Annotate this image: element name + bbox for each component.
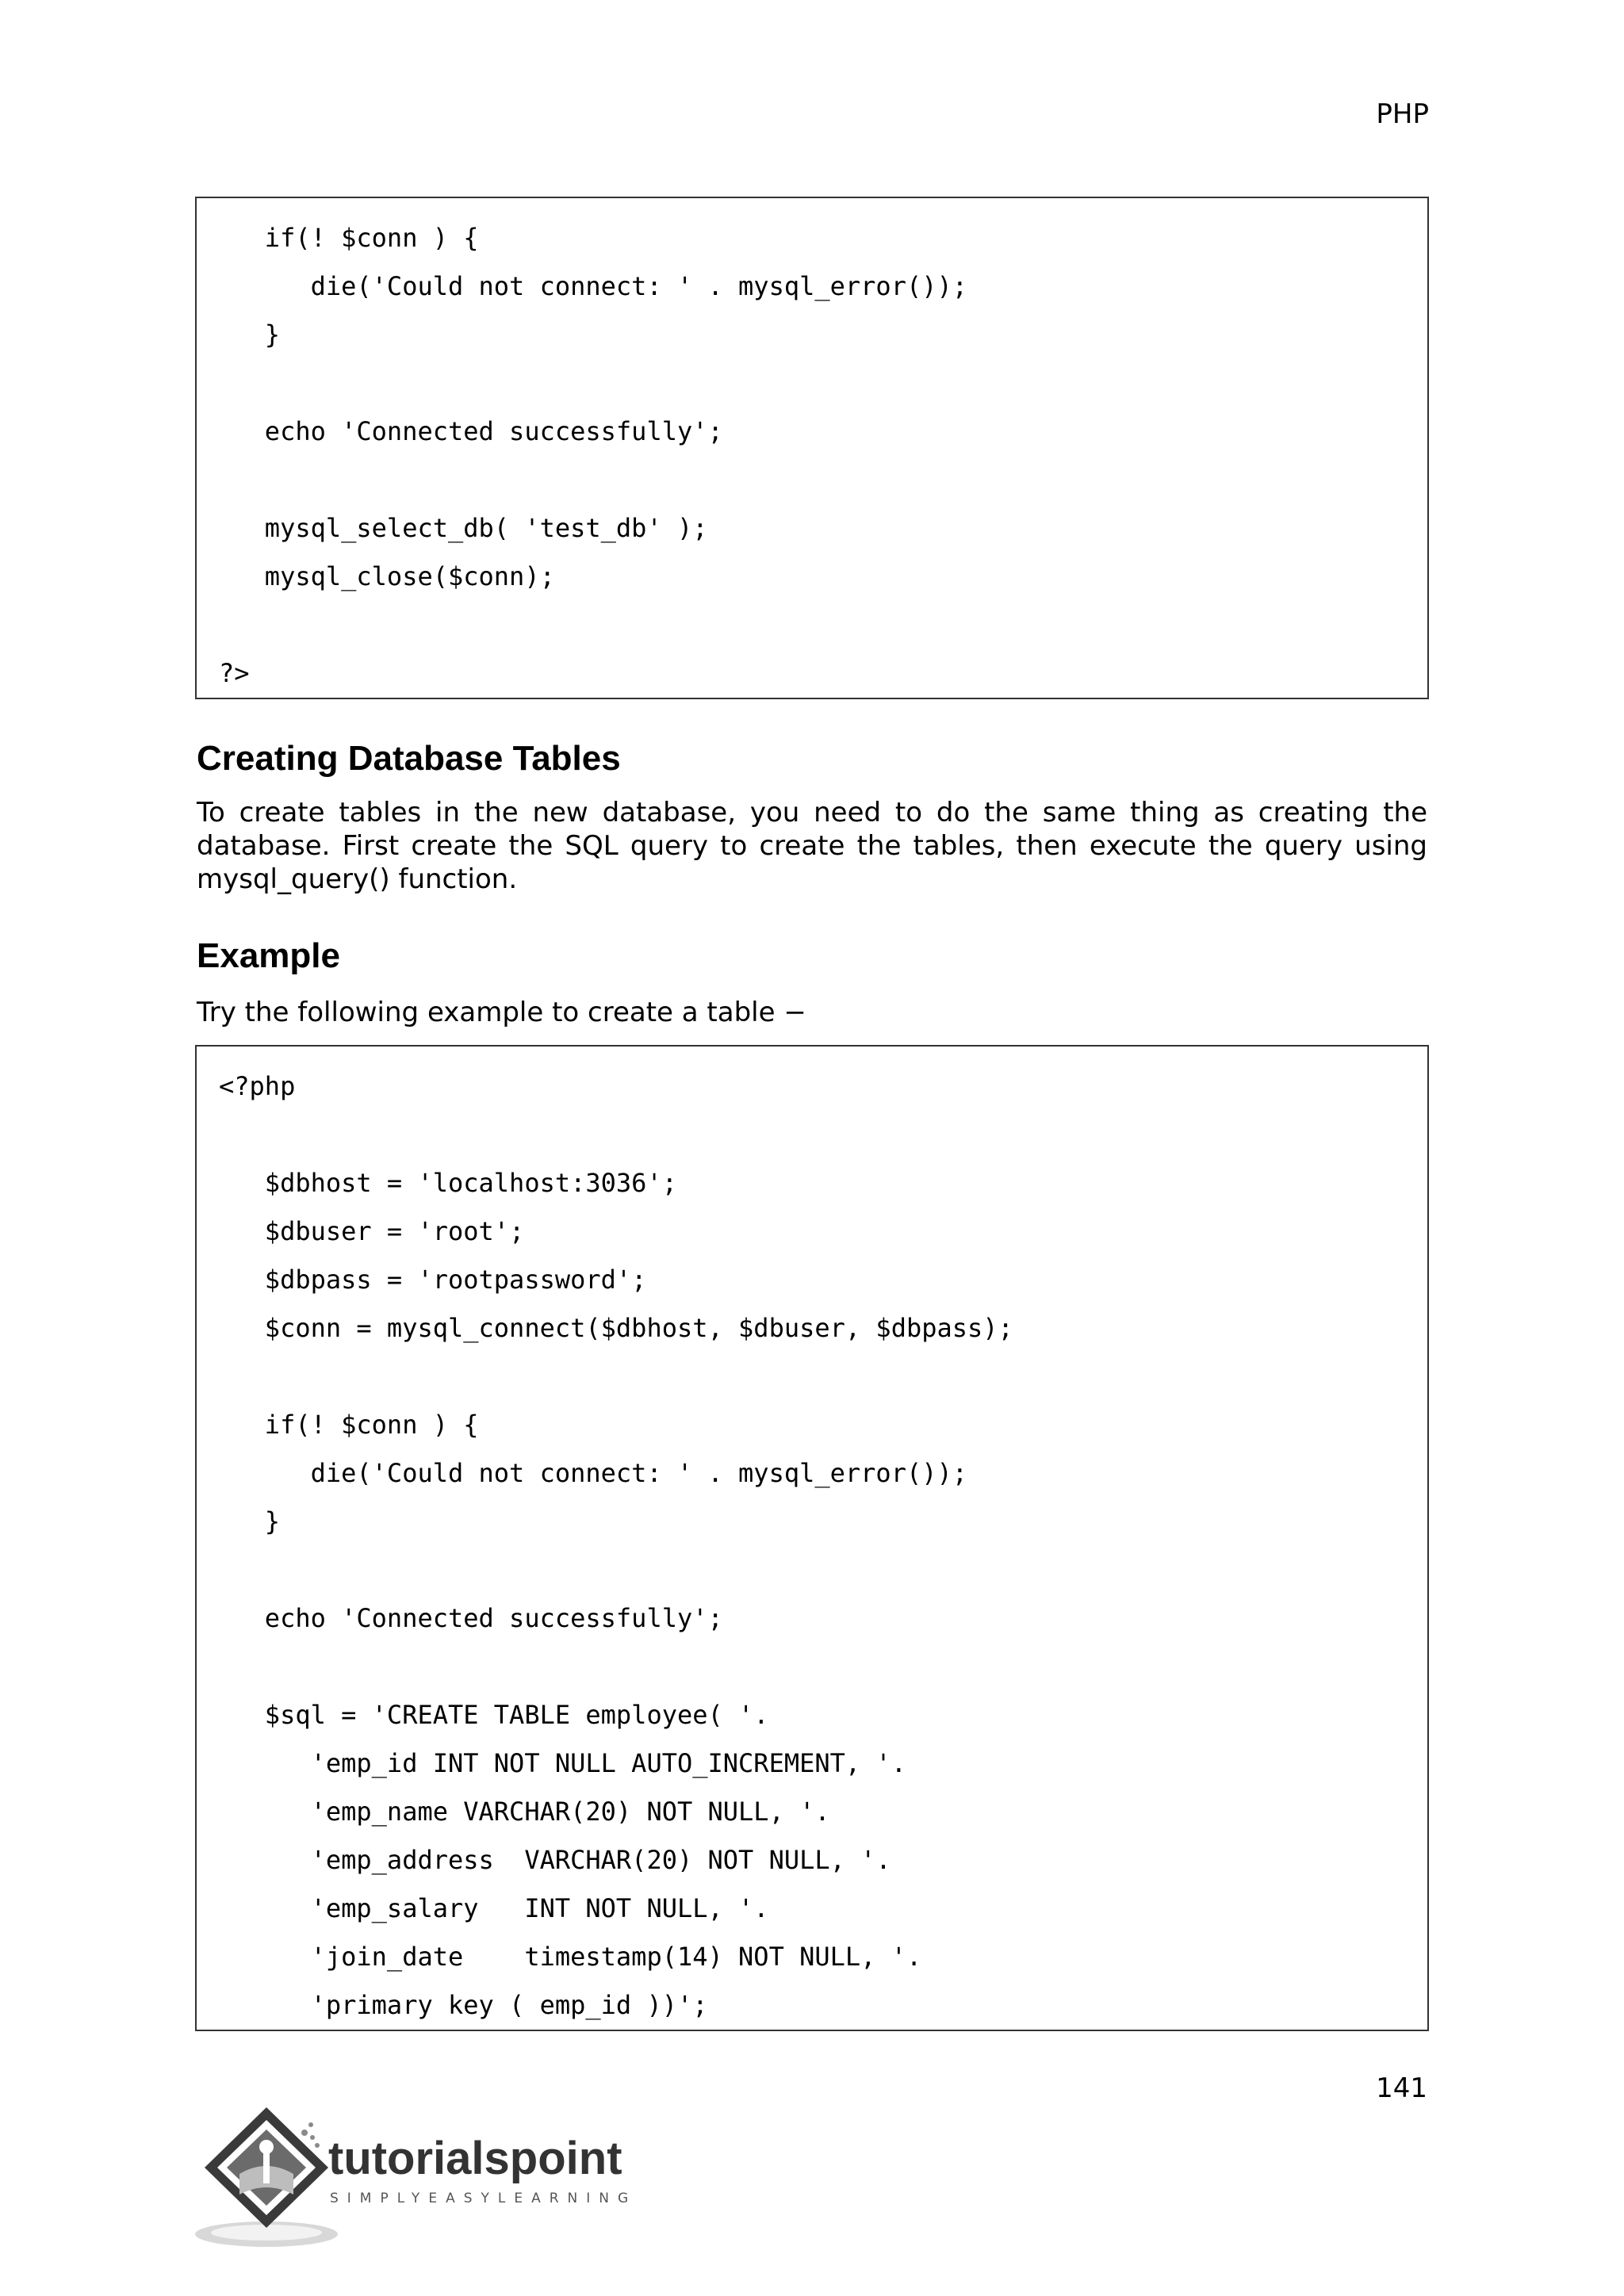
code-line: [197, 1546, 1427, 1594]
code-line: echo 'Connected successfully';: [219, 1603, 723, 1633]
code-block-2: [195, 1045, 1429, 2031]
example-heading: Example: [197, 936, 340, 975]
code-line: ?>: [219, 658, 250, 688]
code-line: 'emp_salary INT NOT NULL, '.: [219, 1893, 769, 1923]
code-line: mysql_select_db( 'test_db' );: [219, 513, 708, 543]
code-line: [197, 359, 1427, 408]
code-line: $dbuser = 'root';: [219, 1216, 525, 1246]
code-line: die('Could not connect: ' . mysql_error());: [219, 271, 968, 301]
code-line: $dbpass = 'rootpassword';: [219, 1265, 647, 1295]
tutorialspoint-logo-icon: [193, 2101, 669, 2252]
code-line: echo 'Connected successfully';: [219, 416, 723, 446]
code-line: <?php: [219, 1071, 296, 1101]
logo-tagline: SIMPLYEASYLEARNING: [330, 2191, 638, 2206]
code-line: }: [219, 320, 281, 350]
code-line: if(! $conn ) {: [219, 1410, 479, 1440]
running-header: PHP: [1376, 98, 1429, 130]
code-line: 'emp_address VARCHAR(20) NOT NULL, '.: [219, 1845, 891, 1875]
code-line: 'join_date timestamp(14) NOT NULL, '.: [219, 1942, 922, 1972]
code-line: [197, 1353, 1427, 1401]
tutorialspoint-logo: [193, 2101, 669, 2252]
code-line: $dbhost = 'localhost:3036';: [219, 1168, 677, 1198]
example-intro: Try the following example to create a table −: [197, 997, 806, 1028]
page-number: 141: [1376, 2072, 1427, 2104]
code-line: die('Could not connect: ' . mysql_error());: [219, 1458, 968, 1488]
code-block-1: [195, 197, 1429, 699]
code-line: [197, 1643, 1427, 1691]
code-line: }: [219, 1506, 281, 1536]
code-line: 'emp_name VARCHAR(20) NOT NULL, '.: [219, 1797, 830, 1827]
code-line: mysql_close($conn);: [219, 561, 555, 591]
code-line: [197, 456, 1427, 504]
code-line: if(! $conn ) {: [219, 223, 479, 253]
code-line: $conn = mysql_connect($dbhost, $dbuser, $dbpass);: [219, 1313, 1013, 1343]
code-line: [197, 601, 1427, 649]
logo-wordmark: tutorialspoint: [328, 2133, 622, 2184]
code-line: $sql = 'CREATE TABLE employee( '.: [219, 1700, 769, 1730]
code-line: [197, 1111, 1427, 1159]
code-line: 'emp_id INT NOT NULL AUTO_INCREMENT, '.: [219, 1748, 906, 1778]
code-line: 'primary key ( emp_id ))';: [219, 1990, 708, 2020]
section-heading: Creating Database Tables: [197, 739, 621, 778]
section-paragraph: To create tables in the new database, you need to do the same thing as creating the database. First create the SQL query to create the tables, then execute the query using mysql_query() function.: [197, 797, 1427, 895]
